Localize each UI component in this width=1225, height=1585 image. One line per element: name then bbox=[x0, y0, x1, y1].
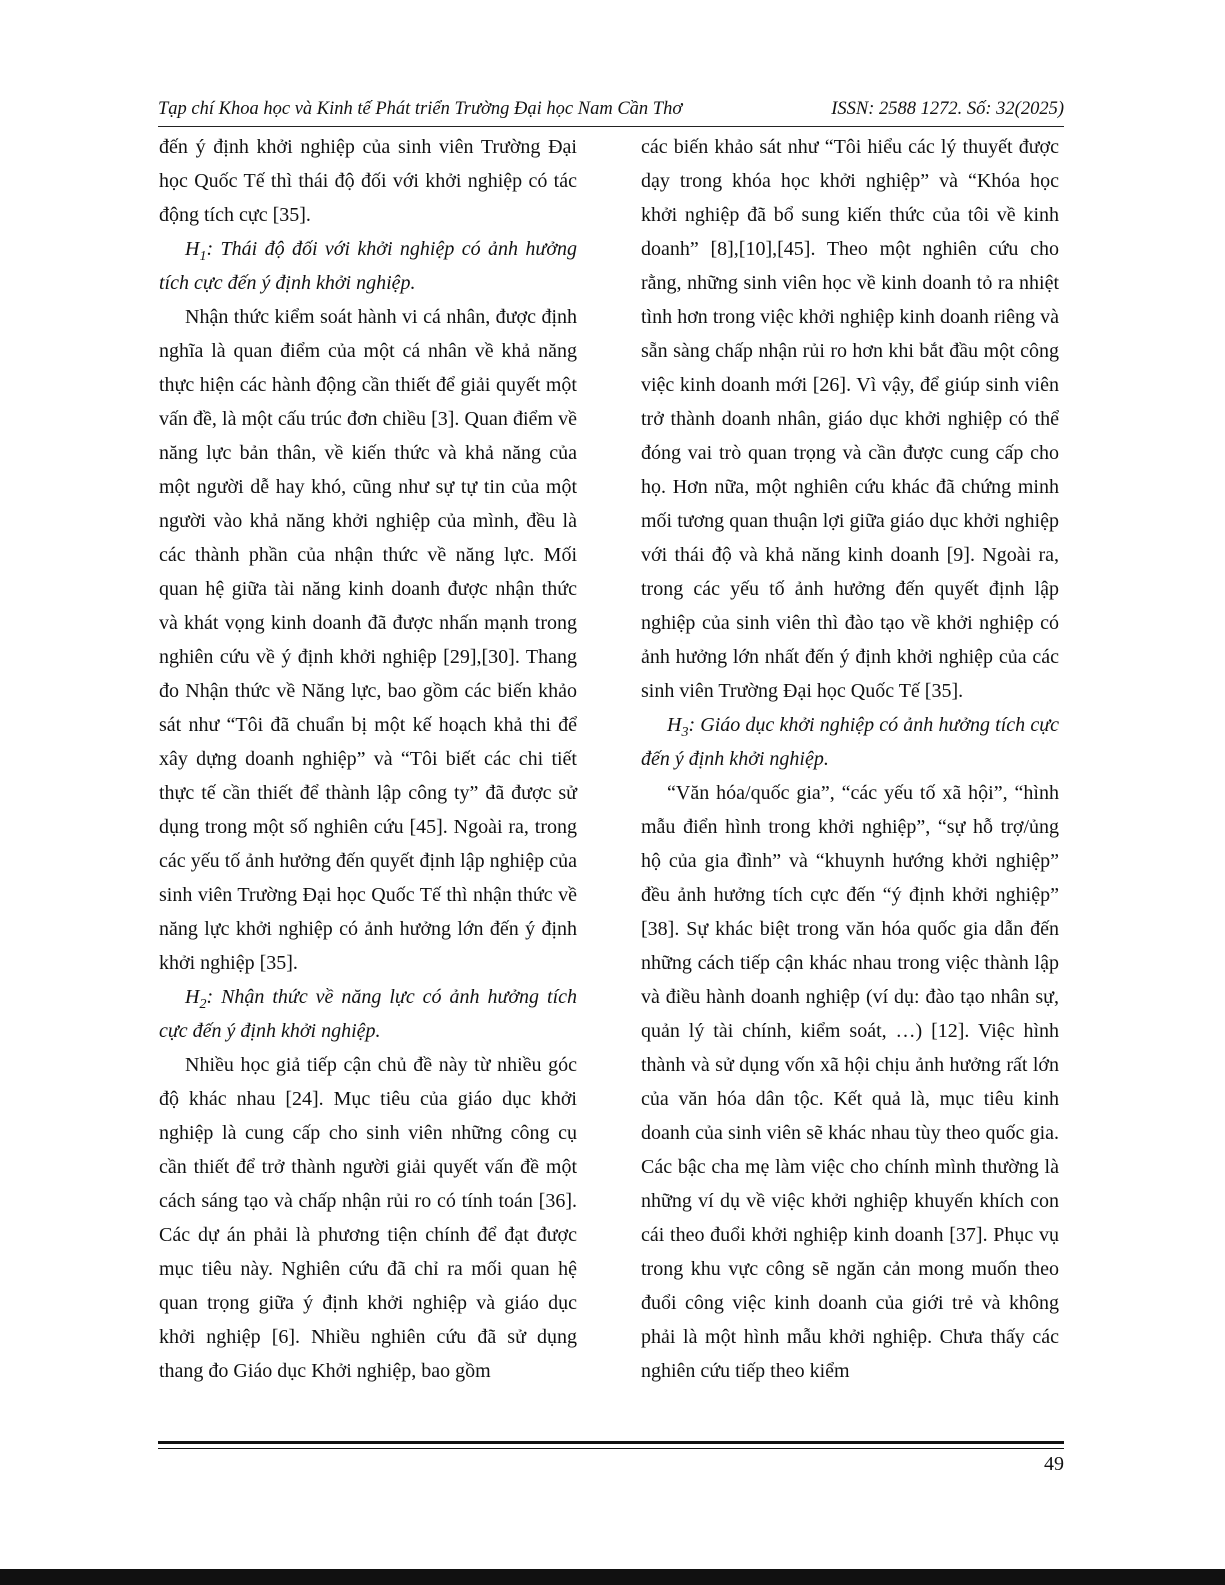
hypothesis-h2: $H_2$: Nhận thức về năng lực có ảnh hưởng tích cực đến ý định khởi nghiệp. bbox=[159, 986, 577, 1042]
footer-rule-thick bbox=[158, 1441, 1064, 1444]
hypothesis-h3: $H_3$: Giáo dục khởi nghiệp có ảnh hưởng tích cực đến ý định khởi nghiệp. bbox=[641, 714, 1059, 770]
page-number: 49 bbox=[1044, 1453, 1064, 1475]
bottom-edge-bar bbox=[0, 1569, 1225, 1585]
paragraph: Nhiều học giả tiếp cận chủ đề này từ nhiều góc độ khác nhau [24]. Mục tiêu của giáo dục khởi nghiệp là cung cấp cho sinh viên những công cụ cần thiết để trở thành người giải quyết vấn đề một cách sáng tạo và chấp nhận rủi ro có tính toán [36]. Các dự án phải là phương tiện chính để đạt được mục tiêu này. Nghiên cứu đã chỉ ra mối quan hệ quan trọng giữa ý định khởi nghiệp và giáo dục khởi nghiệp [6]. Nhiều nghiên cứu đã sử dụng thang đo Giáo dục Khởi nghiệp, bao gồm bbox=[159, 1054, 577, 1382]
right-column bbox=[641, 130, 1059, 1388]
left-column bbox=[159, 130, 577, 1388]
paragraph: “Văn hóa/quốc gia”, “các yếu tố xã hội”, “hình mẫu điển hình trong khởi nghiệp”, “sự hỗ trợ/ủng hộ của gia đình” và “khuynh hướng khởi nghiệp” đều ảnh hưởng tích cực đến “ý định khởi nghiệp” [38]. Sự khác biệt trong văn hóa quốc gia dẫn đến những cách tiếp cận khác nhau trong việc thành lập và điều hành doanh nghiệp (ví dụ: đào tạo nhân sự, quản lý tài chính, kiểm soát, …) [12]. Việc hình thành và sử dụng vốn xã hội chịu ảnh hưởng rất lớn của văn hóa dân tộc. Kết quả là, mục tiêu kinh doanh của sinh viên sẽ khác nhau tùy theo quốc gia. Các bậc cha mẹ làm việc cho chính mình thường là những ví dụ về việc khởi nghiệp khuyến khích con cái theo đuổi khởi nghiệp kinh doanh [37]. Phục vụ trong khu vực công sẽ ngăn cản mong muốn theo đuổi công việc kinh doanh của giới trẻ và không phải là một hình mẫu khởi nghiệp. Chưa thấy các nghiên cứu tiếp theo kiểm bbox=[641, 782, 1059, 1382]
paragraph: đến ý định khởi nghiệp của sinh viên Trường Đại học Quốc Tế thì thái độ đối với khởi nghiệp có tác động tích cực [35]. bbox=[159, 136, 577, 226]
paragraph: Nhận thức kiểm soát hành vi cá nhân, được định nghĩa là quan điểm của một cá nhân về khả năng thực hiện các hành động cần thiết để giải quyết một vấn đề, là một cấu trúc đơn chiều [3]. Quan điểm về năng lực bản thân, về kiến thức và khả năng của một người dễ hay khó, cũng như sự tự tin của một người vào khả năng khởi nghiệp của mình, đều là các thành phần của nhận thức về năng lực. Mối quan hệ giữa tài năng kinh doanh được nhận thức và khát vọng kinh doanh đã được nhấn mạnh trong nghiên cứu về ý định khởi nghiệp [29],[30]. Thang đo Nhận thức về Năng lực, bao gồm các biến khảo sát như “Tôi đã chuẩn bị một kế hoạch khả thi để xây dựng doanh nghiệp” và “Tôi biết các chi tiết thực tế cần thiết để thành lập công ty” đã được sử dụng trong một số nghiên cứu [45]. Ngoài ra, trong các yếu tố ảnh hưởng đến quyết định lập nghiệp của sinh viên Trường Đại học Quốc Tế thì nhận thức về năng lực khởi nghiệp có ảnh hưởng lớn đến ý định khởi nghiệp [35]. bbox=[159, 306, 577, 974]
footer-rule-thin bbox=[158, 1448, 1064, 1449]
journal-title: Tạp chí Khoa học và Kinh tế Phát triển Trường Đại học Nam Cần Thơ bbox=[158, 99, 683, 119]
hypothesis-h1: $H_1$: Thái độ đối với khởi nghiệp có ảnh hưởng tích cực đến ý định khởi nghiệp. bbox=[159, 238, 577, 294]
paragraph: các biến khảo sát như “Tôi hiểu các lý thuyết được dạy trong khóa học khởi nghiệp” và “Khóa học khởi nghiệp đã bổ sung kiến thức của tôi về kinh doanh” [8],[10],[45]. Theo một nghiên cứu cho rằng, những sinh viên học về kinh doanh tỏ ra nhiệt tình hơn trong việc khởi nghiệp kinh doanh riêng và sẵn sàng chấp nhận rủi ro hơn khi bắt đầu một công việc kinh doanh mới [26]. Vì vậy, để giúp sinh viên trở thành doanh nhân, giáo dục khởi nghiệp có thể đóng vai trò quan trọng và cần được cung cấp cho họ. Hơn nữa, một nghiên cứu khác đã chứng minh mối tương quan thuận lợi giữa giáo dục khởi nghiệp với thái độ và khả năng kinh doanh [9]. Ngoài ra, trong các yếu tố ảnh hưởng đến quyết định lập nghiệp của sinh viên thì đào tạo về khởi nghiệp có ảnh hưởng lớn nhất đến ý định khởi nghiệp của các sinh viên Trường Đại học Quốc Tế [35]. bbox=[641, 136, 1059, 702]
running-header bbox=[158, 96, 1064, 127]
issn-issue: ISSN: 2588 1272. Số: 32(2025) bbox=[831, 99, 1064, 119]
